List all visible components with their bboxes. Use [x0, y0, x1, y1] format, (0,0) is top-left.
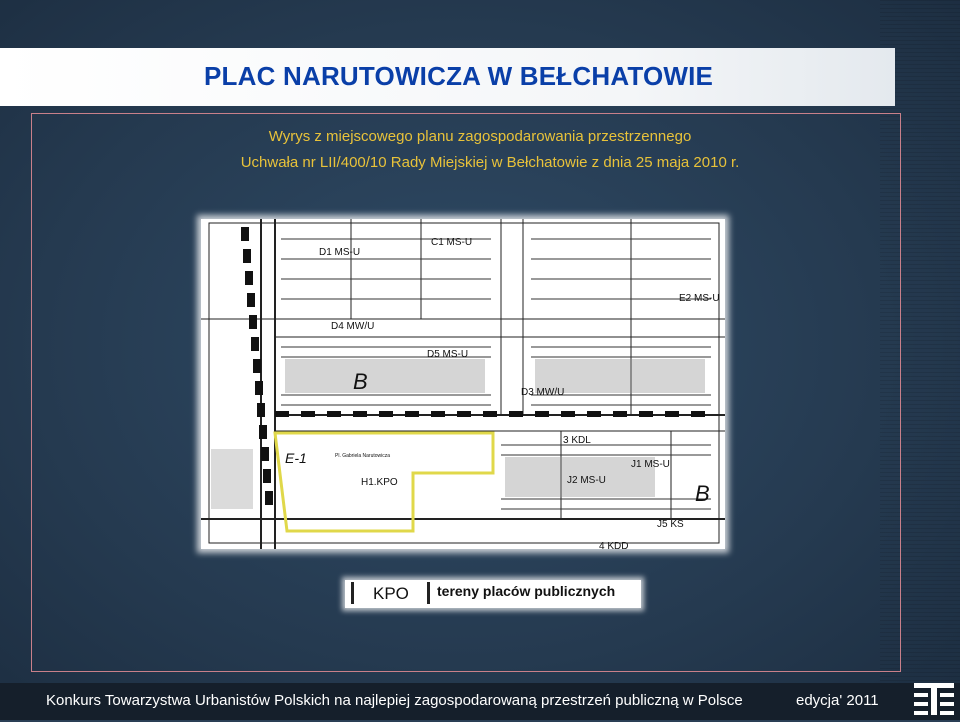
subtitle-line-1: Wyrys z miejscowego planu zagospodarowania przestrzennego [268, 128, 692, 145]
map-label-j2: J2 MS-U [567, 475, 606, 486]
map-label-d5: D5 MS-U [427, 349, 469, 360]
legend-code: KPO [373, 584, 409, 603]
map-label-e2: E2 MS-U [679, 293, 720, 304]
legend-divider-left [351, 582, 354, 604]
map-label-b2: B [695, 481, 710, 506]
map-label-square: Pl. Gabriela Narutowicza [335, 453, 391, 459]
tup-logo-icon [912, 681, 956, 717]
map-label-d1: D1 MS-U [319, 247, 361, 258]
map-label-d3: D3 MW/U [521, 387, 565, 398]
map-label-d4: D4 MW/U [331, 321, 375, 332]
footer-text: Konkurs Towarzystwa Urbanistów Polskich na najlepiej zagospodarowaną przestrzeń publiczną w Polsce [46, 692, 743, 709]
map-label-e1: E-1 [285, 450, 307, 466]
map-label-c1: C1 MS-U [431, 237, 473, 248]
map-label-h1: H1.KPO [361, 477, 398, 488]
legend-description: tereny placów publicznych [437, 583, 616, 599]
map-legend [345, 580, 641, 608]
map-label-j1: J1 MS-U [631, 459, 670, 470]
plan-map-image [201, 219, 725, 549]
map-label-b1: B [353, 369, 368, 394]
legend-divider-right [427, 582, 430, 604]
map-label-kdl: 3 KDL [563, 435, 591, 446]
subtitle-line-2: Uchwała nr LII/400/10 Rady Miejskiej w Bełchatowie z dnia 25 maja 2010 r. [240, 154, 740, 171]
map-label-kdd: 4 KDD [599, 541, 629, 549]
slide-title: PLAC NARUTOWICZA W BEŁCHATOWIE [204, 61, 714, 91]
footer-edition: edycja' 2011 [796, 692, 879, 709]
map-label-j5: J5 KS [657, 519, 684, 530]
